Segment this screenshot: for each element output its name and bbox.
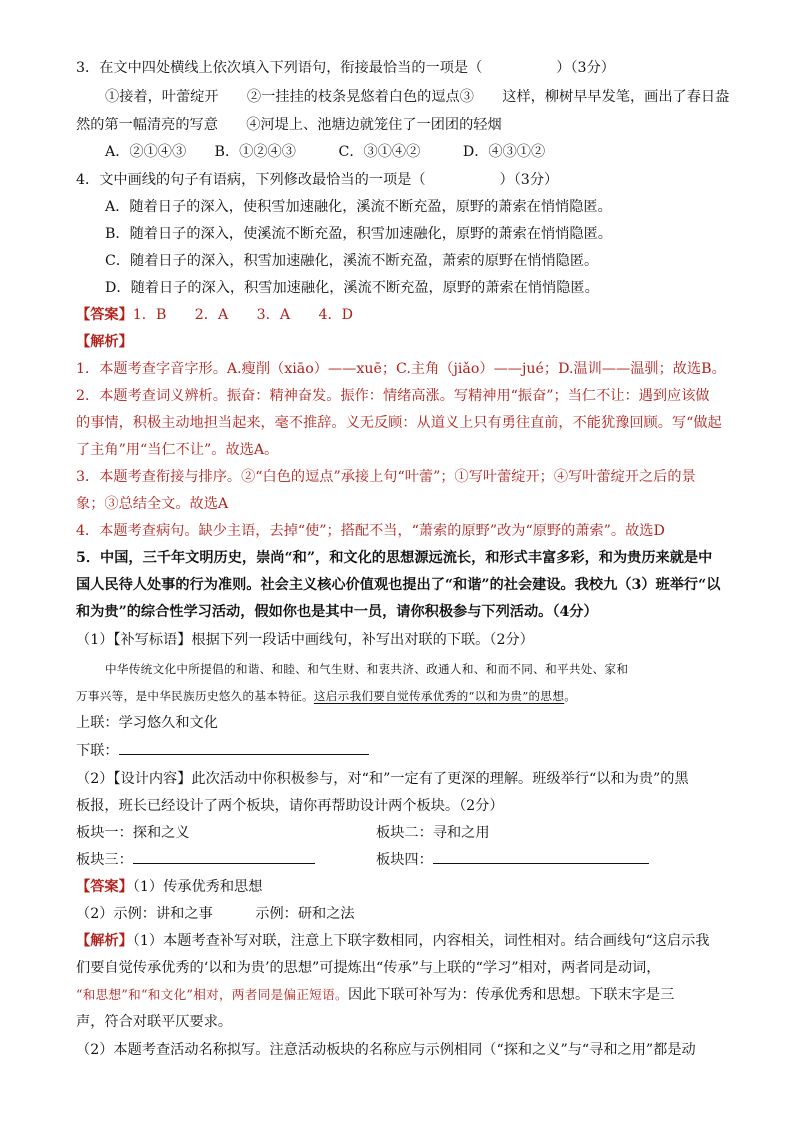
block-three: 板块三： (76, 850, 315, 870)
answer-label: 【答案】 (76, 307, 133, 323)
answer-2-line2: （2）示例：讲和之事 示例：研和之法 (76, 906, 355, 922)
answer-block-2: 【答案】（1）传承优秀和思想 (76, 879, 263, 895)
q5-stem-line2: 国人民待人处事的行为准则。社会主义核心价值观也提出了“和谐”的社会建设。我校九（3）班举行“以 (76, 577, 721, 593)
q4-stem: 4．文中画线的句子有语病，下列修改最恰当的一项是（ ）（3分） (76, 172, 559, 188)
q5-sub2-line2: 板报，班长已经设计了两个板块，请你再帮助设计两个板块。（2分） (76, 798, 504, 814)
analysis-item-4: 4．本题考查病句。缺少主语，去掉“使”；搭配不当，“萧索的原野”改为“原野的萧索”。故选D (76, 523, 665, 539)
analysis-item-1: 1．本题考查字音字形。A.瘦削（xiāo）——xuē；C.主角（jiǎo）——jué；D.温训——温驯；故选B。 (76, 361, 726, 377)
answer-text: 1．B 2．A 3．A 4．D (132, 307, 354, 323)
analysis-2-line4: 声，符合对联平仄要求。 (76, 1014, 233, 1030)
analysis-item-2-end: 了主角”用“当仁不让”。故选A。 (76, 442, 279, 458)
q4-option-a: A．随着日子的深入，使积雪加速融化，溪流不断充盈，原野的萧索在悄悄隐匿。 (105, 199, 612, 215)
answer-block-1 (76, 305, 353, 325)
q4-option-c: C．随着日子的深入，积雪加速融化，溪流不断充盈，萧索的原野在悄悄隐匿。 (105, 253, 599, 269)
q3-sentences-line2: 然的第一幅清亮的写意 ④河堤上、池塘边就笼住了一团团的轻烟 (76, 117, 502, 133)
analysis-item-3: 3．本题考查衔接与排序。②“白色的逗点”承接上句“叶蕾”；①写叶蕾绽开；④写叶蕾绽开之后的景 (76, 469, 696, 485)
q3-stem: 3．在文中四处横线上依次填入下列语句，衔接最恰当的一项是（ ）（3分） (76, 60, 615, 76)
q5-quote-line2: 万事兴等，是中华民族历史悠久的基本特征。这启示我们要自觉传承优秀的“以和为贵”的思想。 (76, 689, 577, 703)
block-three-blank[interactable] (133, 863, 315, 864)
block-four-blank[interactable] (433, 863, 649, 864)
block-two: 板块二：寻和之用 (376, 825, 490, 841)
analysis-2-line2: 们要自觉传承优秀的‘以和为贵’的思想”可提炼出“传承”与上联的“学习”相对，两者同是动词， (76, 960, 661, 976)
q5-stem-line3: 和为贵”的综合性学习活动，假如你也是其中一员，请你积极参与下列活动。（4分） (76, 604, 598, 620)
underlined-sentence: 这启示我们要自觉传承优秀的“以和为贵”的思想 (313, 689, 565, 703)
q3-options: A．②①④③ B．①②④③ C．③①④② D．④③①② (105, 144, 546, 160)
q3-sentences-line1: ①接着，叶蕾绽开 ②一挂挂的枝条晃悠着白色的逗点③ 这样，柳树早早发笔，画出了春日盎 (105, 89, 730, 105)
analysis-label: 【解析】 (76, 334, 133, 350)
couplet-lower-blank[interactable] (119, 754, 369, 755)
analysis-item-3-end: 象；③总结全文。故选A (76, 496, 229, 512)
q5-sub1-prompt: （1）【补写标语】根据下列一段话中画线句，补写出对联的下联。（2分） (76, 632, 534, 648)
analysis-2-line5: （2）本题考查活动名称拟写。注意活动板块的名称应与示例相同（“探和之义”与“寻和之用”都是动 (76, 1042, 696, 1058)
q5-stem-line1: 5．中国，三千年文明历史，崇尚“和”，和文化的思想源远流长，和形式丰富多彩，和为贵历来就是中 (76, 550, 713, 566)
answer-label: 【答案】 (76, 879, 133, 895)
couplet-lower: 下联： (76, 741, 369, 761)
q4-option-b: B．随着日子的深入，使溪流不断充盈，积雪加速融化，原野的萧索在悄悄隐匿。 (105, 226, 612, 242)
analysis-2-line3: “和思想”和“和文化”相对，两者同是偏正短语。因此下联可补写为：传承优秀和思想。下联末字是三 (76, 987, 675, 1003)
analysis-label: 【解析】 (76, 933, 133, 949)
block-one: 板块一：探和之义 (76, 825, 190, 841)
analysis-item-2: 2．本题考查词义辨析。振奋：精神奋发。振作：情绪高涨。写精神用“振奋”；当仁不让：遇到应该做 (76, 388, 710, 404)
analysis-block-2: 【解析】（1）本题考查补写对联，注意上下联字数相同，内容相关，词性相对。结合画线句“这启示我 (76, 933, 710, 949)
q5-sub2-line1: （2）【设计内容】此次活动中你积极参与，对“和”一定有了更深的理解。班级举行“以和为贵”的黑 (76, 771, 689, 787)
analysis-item-2-cont: 的事情，积极主动地担当起来，毫不推辞。义无反顾：从道义上只有勇往直前，不能犹豫回顾。写“做起 (76, 415, 722, 431)
couplet-upper: 上联：学习悠久和文化 (76, 715, 218, 731)
block-four: 板块四： (376, 850, 649, 870)
q5-quote-line1: 中华传统文化中所提倡的和谐、和睦、和气生财、和衷共济、政通人和、和而不同、和平共处、家和 (105, 662, 629, 676)
q4-option-d: D．随着日子的深入，积雪加速融化，溪流不断充盈，原野的萧索在悄悄隐匿。 (105, 280, 599, 296)
